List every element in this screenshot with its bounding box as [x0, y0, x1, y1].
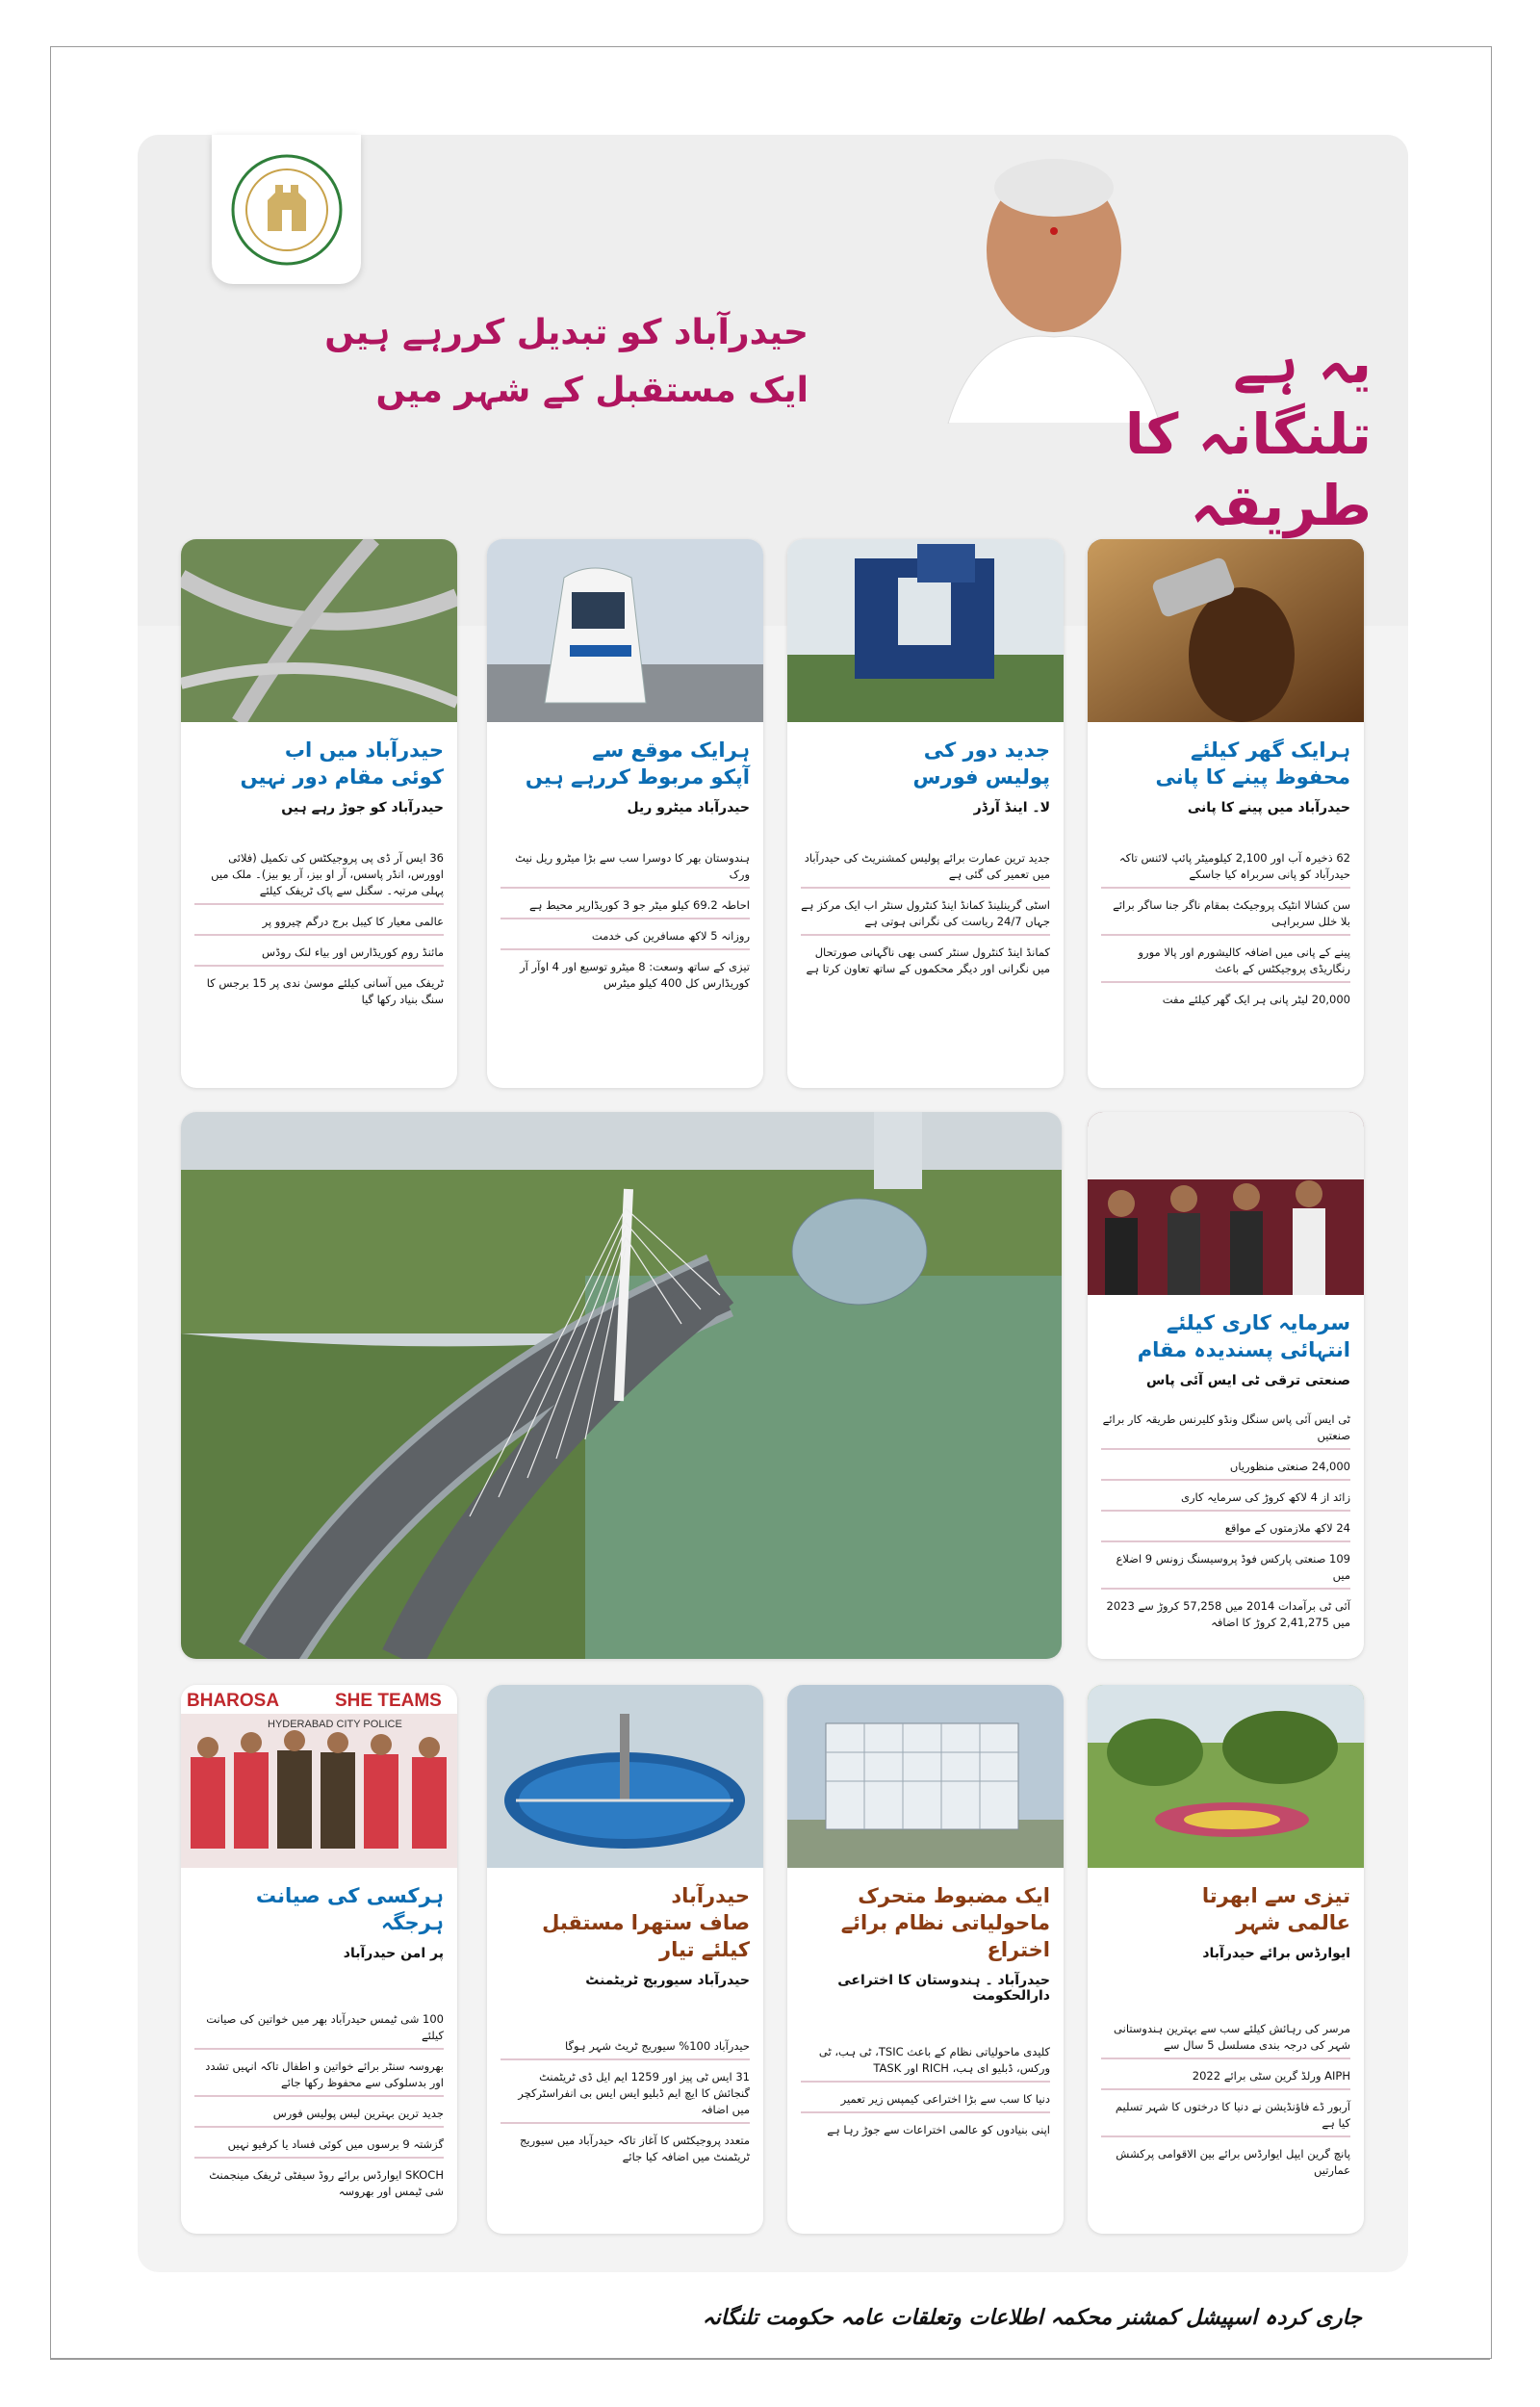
list-item: 24,000 صنعتی منظوریاں — [1101, 1457, 1350, 1481]
card-safety — [181, 1685, 457, 2234]
list-item: اسٹی گرینلینڈ کمانڈ اینڈ کنٹرول سنٹر اب ایک مرکز ہے جہاں 24/7 ریاست کی نگرانی ہوتی ہے — [801, 895, 1050, 936]
card-investment — [1088, 1112, 1364, 1659]
card-subtitle: حیدرآباد سیوریج ٹریٹمنٹ — [585, 1973, 750, 1988]
list-item: SKOCH ایوارڈس برائے روڈ سیفٹی ٹریفک مینجمنٹ شی ٹیمس اور بھروسہ — [209, 2168, 444, 2198]
police-building-photo — [787, 539, 1064, 722]
list-item: سن کشالا انٹیک پروجیکٹ بمقام ناگر جنا ساگر برائے بلا خلل سربراہی — [1101, 895, 1350, 936]
card-sewerage — [487, 1685, 763, 2234]
list-item: ہندوستان بھر کا دوسرا سب سے بڑا میٹرو ریل نیٹ ورک — [500, 848, 750, 889]
emblem-seal-icon — [229, 152, 345, 268]
cable-bridge-photo — [181, 1112, 1062, 1659]
card-title-line: عالمی شہر — [1236, 1911, 1350, 1934]
list-item: حیدرآباد 100% سیوریج ٹریٹ شہر ہوگا — [500, 2036, 750, 2060]
card-subtitle: حیدرآباد کو جوڑ رہے ہیں — [281, 800, 444, 815]
she-teams-photo — [181, 1685, 457, 1868]
flyover-photo — [181, 539, 457, 722]
list-item: پینے کے پانی میں اضافہ کالیشورم اور پالا مورو رنگاریڈی پروجیکٹس کے باعث — [1101, 943, 1350, 983]
list-item: مرسر کی رہائش کیلئے سب سے بہترین ہندوستانی شہر کی درجہ بندی مسلسل 5 سال سے — [1101, 2019, 1350, 2059]
card-title-line: حیدرآباد — [671, 1884, 750, 1907]
card-title-line: پولیس فورس — [912, 765, 1050, 789]
list-item: 31 ایس ٹی پیز اور 1259 ایم ایل ڈی ٹریٹمنٹ گنجائش کا ایچ ایم ڈبلیو ایس ایس بی انفراسٹرکچر میں اضافہ — [500, 2067, 750, 2124]
card-title-line: حیدرآباد میں اب — [284, 738, 444, 762]
card-title-line: ہرجگہ — [380, 1911, 444, 1934]
card-subtitle: حیدرآباد ۔ ہندوستان کا اختراعی دارالحکومت — [837, 1973, 1050, 2004]
banner-left-text: BHAROSA — [187, 1691, 280, 1711]
main-title-line-1: یہ ہے — [1233, 330, 1372, 396]
card-subtitle: پر امن حیدرآباد — [343, 1946, 444, 1961]
card-title-line: ایک مضبوط متحرک — [858, 1884, 1050, 1907]
treatment-plant-photo — [487, 1685, 763, 1868]
list-item: 62 ذخیرہ آب اور 2,100 کیلومیٹر پائپ لائنس تاکہ حیدرآباد کو پانی سربراہ کیا جاسکے — [1101, 848, 1350, 889]
main-title-line-3: طریقہ — [1190, 473, 1372, 538]
main-title-line-2: تلنگانہ کا — [1124, 401, 1372, 467]
bottom-rule — [50, 2359, 1490, 2360]
list-item: کمانڈ اینڈ کنٹرول سنٹر کسی بھی ناگہانی صورتحال میں نگرانی اور دیگر محکموں کے ساتھ تعاون کرتا ہے — [806, 945, 1050, 975]
list-item: جدید ترین عمارت برائے پولیس کمشنریٹ کی حیدرآباد میں تعمیر کی گئی ہے — [801, 848, 1050, 889]
card-global-city — [1088, 1685, 1364, 2234]
list-item: ٹریفک میں آسانی کیلئے موسیٰ ندی پر 15 برجس کا سنگ بنیاد رکھا گیا — [206, 976, 444, 1006]
park-photo — [1088, 1685, 1364, 1868]
card-title-line: ہرکسی کی صیانت — [255, 1884, 444, 1907]
list-item: زائد از 4 لاکھ کروڑ کی سرمایہ کاری — [1101, 1488, 1350, 1512]
subtitle-line-2: ایک مستقبل کے شہر میں — [375, 371, 808, 410]
list-item: اپنی بنیادوں کو عالمی اختراعات سے جوڑ رہا ہے — [827, 2123, 1050, 2136]
card-title-line: صاف ستھرا مستقبل — [542, 1911, 750, 1934]
card-subtitle: ایوارڈس برائے حیدرآباد — [1202, 1946, 1350, 1961]
card-title-line: آپکو مربوط کررہے ہیں — [525, 765, 750, 789]
card-subtitle: حیدرآباد میٹرو ریل — [627, 800, 750, 815]
investment-event-photo — [1088, 1112, 1364, 1295]
card-title-line: جدید دور کی — [923, 738, 1050, 762]
portrait-photo — [919, 144, 1179, 424]
card-title-line: ماحولیاتی نظام برائے اختراع — [840, 1911, 1050, 1961]
list-item: کلیدی ماحولیاتی نظام کے باعث TSIC، ٹی ہب، ٹی ورکس، ڈبلیو ای ہب، RICH اور TASK — [801, 2042, 1050, 2083]
card-title-line: ہرایک گھر کیلئے — [1191, 738, 1350, 762]
card-title-line: سرمایہ کاری کیلئے — [1166, 1311, 1350, 1334]
card-title-line: ہرایک موقع سے — [592, 738, 750, 762]
list-item: گزشتہ 9 برسوں میں کوئی فساد یا کرفیو نہیں — [194, 2135, 444, 2159]
list-item: متعدد پروجیکٹس کا آغاز تاکہ حیدرآباد میں سیوریج ٹریٹمنٹ میں اضافہ کیا جائے — [519, 2134, 750, 2163]
banner-right-text: SHE TEAMS — [335, 1691, 442, 1711]
card-title-line: کوئی مقام دور نہیں — [240, 765, 444, 789]
list-item: دنیا کا سب سے بڑا اختراعی کیمپس زیر تعمیر — [801, 2089, 1050, 2113]
card-title-line: محفوظ پینے کا پانی — [1155, 765, 1350, 789]
banner-sub-text: HYDERABAD CITY POLICE — [268, 1719, 402, 1730]
list-item: مائنڈ روم کوریڈارس اور بیاء لنک روڈس — [194, 943, 444, 967]
list-item: بھروسہ سنٹر برائے خواتین و اطفال تاکہ انہیں تشدد اور بدسلوکی سے محفوظ رکھا جائے — [194, 2057, 444, 2097]
card-innovation — [787, 1685, 1064, 2234]
card-metro-rail — [487, 539, 763, 1088]
issuer-credit: جاری کردہ اسپیشل کمشنر محکمہ اطلاعات وتعلقات عامہ حکومت تلنگانہ — [702, 2306, 1362, 2330]
list-item: آئی ٹی برآمدات 2014 میں 57,258 کروڑ سے 2023 میں 2,41,275 کروڑ کا اضافہ — [1106, 1599, 1350, 1629]
card-police-force — [787, 539, 1064, 1088]
subtitle-line-1: حیدرآباد کو تبدیل کررہے ہیں — [324, 313, 808, 352]
list-item: تیزی کے ساتھ وسعت: 8 میٹرو توسیع اور 4 اوآر آر کوریڈارس کل 400 کیلو میٹرس — [520, 960, 750, 990]
list-item: احاطہ 69.2 کیلو میٹر جو 3 کوریڈارپر محیط ہے — [500, 895, 750, 919]
list-item: پانچ گرین ایپل ایوارڈس برائے بین الاقوامی پرکشش عمارتیں — [1116, 2147, 1350, 2177]
list-item: AIPH ورلڈ گرین سٹی برائے 2022 — [1101, 2066, 1350, 2090]
list-item: 20,000 لیٹر پانی ہر ایک گھر کیلئے مفت — [1162, 993, 1350, 1006]
card-title-line: انتہائی پسندیدہ مقام — [1137, 1338, 1350, 1361]
card-subtitle: صنعتی ترقی ٹی ایس آئی پاس — [1145, 1373, 1350, 1388]
list-item: 109 صنعتی پارکس فوڈ پروسیسنگ زونس 9 اضلاع میں — [1101, 1549, 1350, 1590]
card-subtitle: لا۔ اینڈ آرڈر — [973, 800, 1050, 815]
card-title-line: تیزی سے ابھرتا — [1201, 1884, 1350, 1907]
list-item: روزانہ 5 لاکھ مسافرین کی خدمت — [500, 926, 750, 950]
list-item: جدید ترین بہترین لیس پولیس فورس — [194, 2104, 444, 2128]
water-photo — [1088, 539, 1364, 722]
list-item: 36 ایس آر ڈی پی پروجیکٹس کی تکمیل (فلائی اوورس، انڈر پاسس، آر او بیز، آر یو بیز)۔ ملک میں پہلی مرتبہ۔ سگنل سے پاک ٹریفک کیلئے — [194, 848, 444, 905]
list-item: عالمی معیار کا کیبل برج درگم چیروو پر — [194, 912, 444, 936]
list-item: 24 لاکھ ملازمتوں کے مواقع — [1101, 1518, 1350, 1542]
t-hub-building-photo — [787, 1685, 1064, 1868]
card-roads — [181, 539, 457, 1088]
list-item: آربور ڈے فاؤنڈیشن نے دنیا کا درختوں کا شہر تسلیم کیا ہے — [1101, 2097, 1350, 2137]
card-subtitle: حیدرآباد میں پینے کا پانی — [1187, 800, 1350, 815]
list-item: 100 شی ٹیمس حیدرآباد بھر میں خواتین کی صیانت کیلئے — [194, 2009, 444, 2050]
government-emblem — [212, 135, 361, 284]
card-drinking-water — [1088, 539, 1364, 1088]
metro-train-photo — [487, 539, 763, 722]
list-item: ٹی ایس آئی پاس سنگل ونڈو کلیرنس طریقہ کار برائے صنعتیں — [1101, 1410, 1350, 1450]
card-title-line: کیلئے تیار — [659, 1938, 750, 1961]
bridge-illustration — [181, 1112, 1062, 1659]
